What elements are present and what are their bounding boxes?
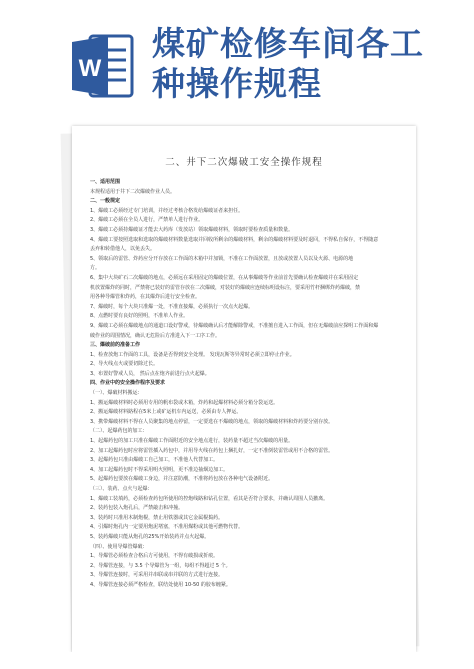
body-line: 2、搬运爆破材料路程在5米上或矿运机车内运送，必须由专人押运。 [90,409,242,416]
document-page [72,126,416,652]
title-line-2: 种操作规程 [152,64,322,103]
word-document-icon [72,32,134,100]
body-line: 1、爆破工必须经过专门培训，并经过考核合格发给爆破证者来担任。 [90,207,244,214]
body-line: 2、导火线点火或要切除过长。 [90,361,159,368]
body-line: 方。 [90,265,101,272]
section-heading: 三、爆破前的准备工作 [90,342,141,349]
body-line: （四）、使用导爆管爆破： [90,543,148,550]
body-line: 1、搬运爆破材料时必须用专用的帆布袋或木箱，炸药和起爆材料必须分箱分袋运送。 [90,399,279,406]
body-line: 2、爆破工必须在全员人进行，严禁单人进行作业。 [90,217,204,224]
body-line: 3、装药时只准用木制炮棍，禁止用铁器或其它金属棍捣药。 [90,514,224,521]
body-line: 3、携带爆破材料不得在人员聚集的地点停留，一定要选在不爆破的地点，领取的爆破材料和炸药要分别存放。 [90,418,334,425]
body-line: 破作业的周围情况，确认无危险后方准进入下一工序工作。 [90,332,221,339]
body-line: 4、爆破工要按照选取和选取的爆破材料数量选取并回收所剩余的爆破材料，剩余的爆破材料要及时退回，不得私自保存，不得随意 [90,236,379,243]
word-icon-letter: W [78,55,102,82]
body-line: 5、领取后的雷管、炸药应分开存放在工作面的木箱中并加锁，不准在工作面放置，且放或放置人员以及火源、电源的地 [90,255,354,262]
body-line: 5、起爆药包要放在爆破工身边，并注意防潮，不准将药包放在各种电气设备附近。 [90,476,274,483]
body-line: 丢弃和转借他人，以免丢失。 [90,246,156,253]
page-title [152,24,452,104]
footer-strip [0,652,474,669]
body-line: 3、导爆管连接时，可采用并串联或串并联的方式进行连接。 [90,572,224,579]
body-line: （二）、起爆药包的加工： [90,428,148,435]
body-line: 7、爆破时，每个大块只准爆一处，不准直接爆，必须执行一次点火起爆。 [90,303,254,310]
body-line: 1、爆破工装填药，必须检查药包所使用的控炮线路和钻孔位置，看其是否符合要求，并确认周围人员撤离。 [90,495,329,502]
body-line: 用各种导爆管和炸药，在其爆炸后进行安全检查。 [90,294,201,301]
document-title: 二、井下二次爆破工安全操作规程 [165,157,323,168]
body-line: （一）、爆破材料搬运： [90,390,143,397]
body-line: 6、集中大块矿石二次爆破的地点，必须远在采用固定的爆破位置，在从事爆破等作业前首先要确认检查爆破并在采用固定 [90,274,359,281]
body-line: 1、导爆管必须检查合格后方可使用，不得有破损或折痕。 [90,553,219,560]
body-line: 1、起爆药包的加工只准在爆破工作面附近的安全地点进行，装药量不超过当次爆破的用量。 [90,438,294,445]
section-heading: 四、作业中的安全操作程序及要求 [90,380,166,387]
body-line: 5、装药爆破只能从炮孔的25%开始装药并点火起爆。 [90,533,210,540]
body-line: 2、导爆管连接，与 3.5 个导爆管为一组，每组不得超过 5 个。 [90,562,231,569]
body-line: 4、导爆管连接必须严格检查，联结处使用 10-50 的胶布缠紧。 [90,581,231,588]
body-line: 机放置爆炸的同时，严禁将已装好的雷管存放在二次爆破，对装好的爆破应连续标明设标注，要采用竹杆捆绑炸药爆破，禁 [90,284,361,291]
document-body [90,178,400,591]
body-line: 2、装药包装入炮孔后，严禁敲击和冲撞。 [90,505,184,512]
title-line-1: 煤矿检修车间各工 [152,24,424,63]
body-line: 1、检查放炮工作面的工具，设备是否得到安全处理。 发现瓦斯等异常时必须立即停止作业。 [90,351,295,358]
section-heading: 一、适用范围 [90,179,121,185]
body-line: 2、加工起爆药包时应将雷管插入药包中，并用导火线在药包上捆扎好，一定不准倒装雷管或用不合格的雷管。 [90,447,334,454]
section-heading: 二、一般规定 [90,198,121,205]
body-line: 3、布置好警戒人员， 然后点在炮齐前进行点火起爆。 [90,370,210,377]
body-line: 8、点燃时要有良好的照明，不准单人作业。 [90,313,189,320]
body-line: （三）、装药、点火与起爆： [90,486,153,492]
body-line: 3、起爆药包只准由爆破工自己加工，不准他人代替加工。 [90,457,219,464]
body-line: 本规程适用于井下二次爆破作业人员。 [90,188,176,195]
body-line: 3、爆破工必须持爆破证才能去大药库（发放站）领取爆破材料，领取时要检查质量和数量。 [90,226,294,233]
body-line: 4、加工起爆药包时不得采用明火照明，更不准边抽烟边加工。 [90,466,229,473]
body-line: 9、爆破工必须在爆破地点的通道口设好警戒，待爆破确认后才能解除警戒，不准擅自进入工作面，但在无爆破前应探明工作面和爆 [90,322,379,329]
header-banner [0,0,474,128]
body-line: 4、引爆时炮孔内一定要用炮泥堵塞，不准用煤粉或其他可燃物代替。 [90,524,244,531]
